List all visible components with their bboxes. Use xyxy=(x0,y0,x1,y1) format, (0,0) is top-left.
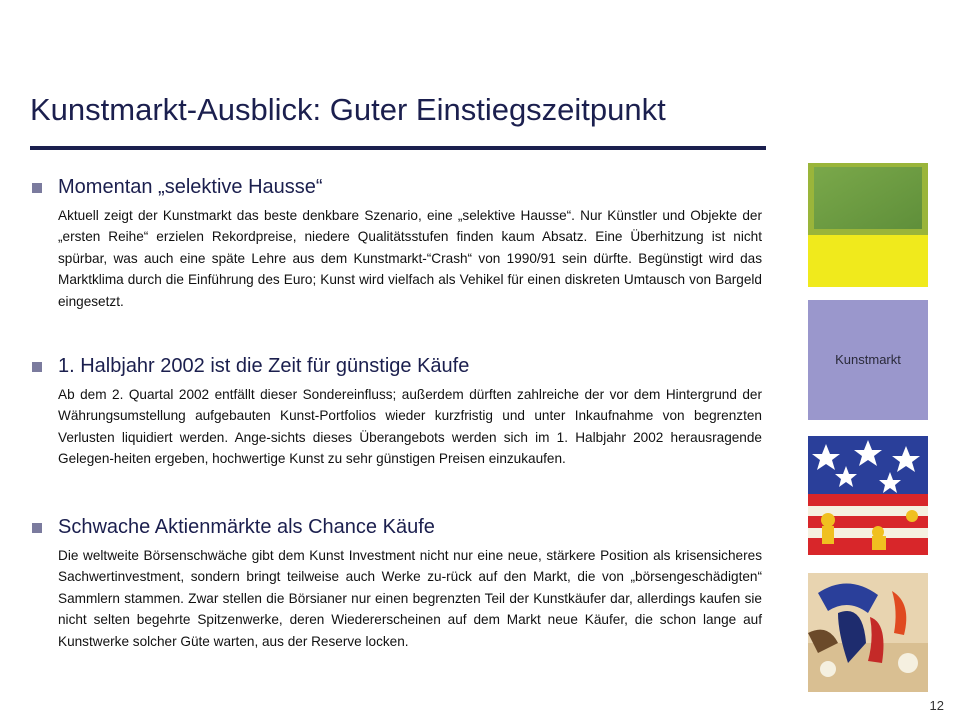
section-schwache-aktienmaerkte xyxy=(32,516,762,652)
page-title: Kunstmarkt-Ausblick: Guter Einstiegszeitpunkt xyxy=(30,92,666,127)
kunstmarkt-label: Kunstmarkt xyxy=(835,352,901,367)
kunstmarkt-label-box xyxy=(808,300,928,420)
page-number: 12 xyxy=(929,698,944,713)
artwork-green-yellow-image xyxy=(808,163,928,287)
artwork-abstract-image xyxy=(808,573,928,692)
section-heading xyxy=(32,355,762,378)
section-heading xyxy=(32,176,762,199)
square-bullet-icon xyxy=(32,362,42,372)
section-selektive-hausse xyxy=(32,176,762,312)
square-bullet-icon xyxy=(32,183,42,193)
section-body: Ab dem 2. Quartal 2002 entfällt dieser Sondereinfluss; außerdem dürften zahlreiche der vor dem Hintergrund der Währungsumstellung aufgebauten Kunst-Portfolios wieder kurzfristig und unter Inkaufnahme von begrenzten Verlusten liquidiert werden. Ange-sichts dieses Überangebots werden sich im 1. Halbjahr 2002 herausragende Gelegen-heiten ergeben, hochwertige Kunst zu sehr günstigen Preisen einzukaufen. xyxy=(58,387,762,467)
section-heading-text: Momentan „selektive Hausse“ xyxy=(58,176,323,198)
title-underline xyxy=(30,146,766,150)
section-body: Aktuell zeigt der Kunstmarkt das beste denkbare Szenario, eine „selektive Hausse“. Nur Künstler und Objekte der „ersten Reihe“ erzielen Rekordpreise, niedere Qualitätsstufen finden kaum Absatz. Eine Überhitzung ist nicht spürbar, was auch eine späte Lehre aus dem Kunstmarkt-“Crash“ von 1990/91 sein dürfte. Begünstigt wird das Marktklima durch die Einführung des Euro; Kunst wird vielfach als Vehikel für einen diskreten Umtausch von Bargeld eingesetzt. xyxy=(58,208,762,309)
section-heading-text: 1. Halbjahr 2002 ist die Zeit für günstige Käufe xyxy=(58,355,470,377)
section-heading-text: Schwache Aktienmärkte als Chance Käufe xyxy=(58,516,435,538)
section-halbjahr-2002 xyxy=(32,355,762,470)
section-body: Die weltweite Börsenschwäche gibt dem Kunst Investment nicht nur eine neue, stärkere Position als krisensicheres Sachwertinvestment, sondern bringt teilweise auch Werke zu-rück auf den Markt, die von „börsengeschädigten“ Sammlern stammen. Zwar stellen die Börsianer nur einen begrenzten Teil der Kunstkäufer dar, allerdings kaufen sie nicht selten begehrte Spitzenwerke, deren Wiedererscheinen auf dem Markt neue Käufer, die schon lange auf Kunstwerke solcher Güte warten, aus der Reserve locken. xyxy=(58,548,762,649)
artwork-flag-figures-image xyxy=(808,436,928,555)
section-heading xyxy=(32,516,762,539)
square-bullet-icon xyxy=(32,523,42,533)
